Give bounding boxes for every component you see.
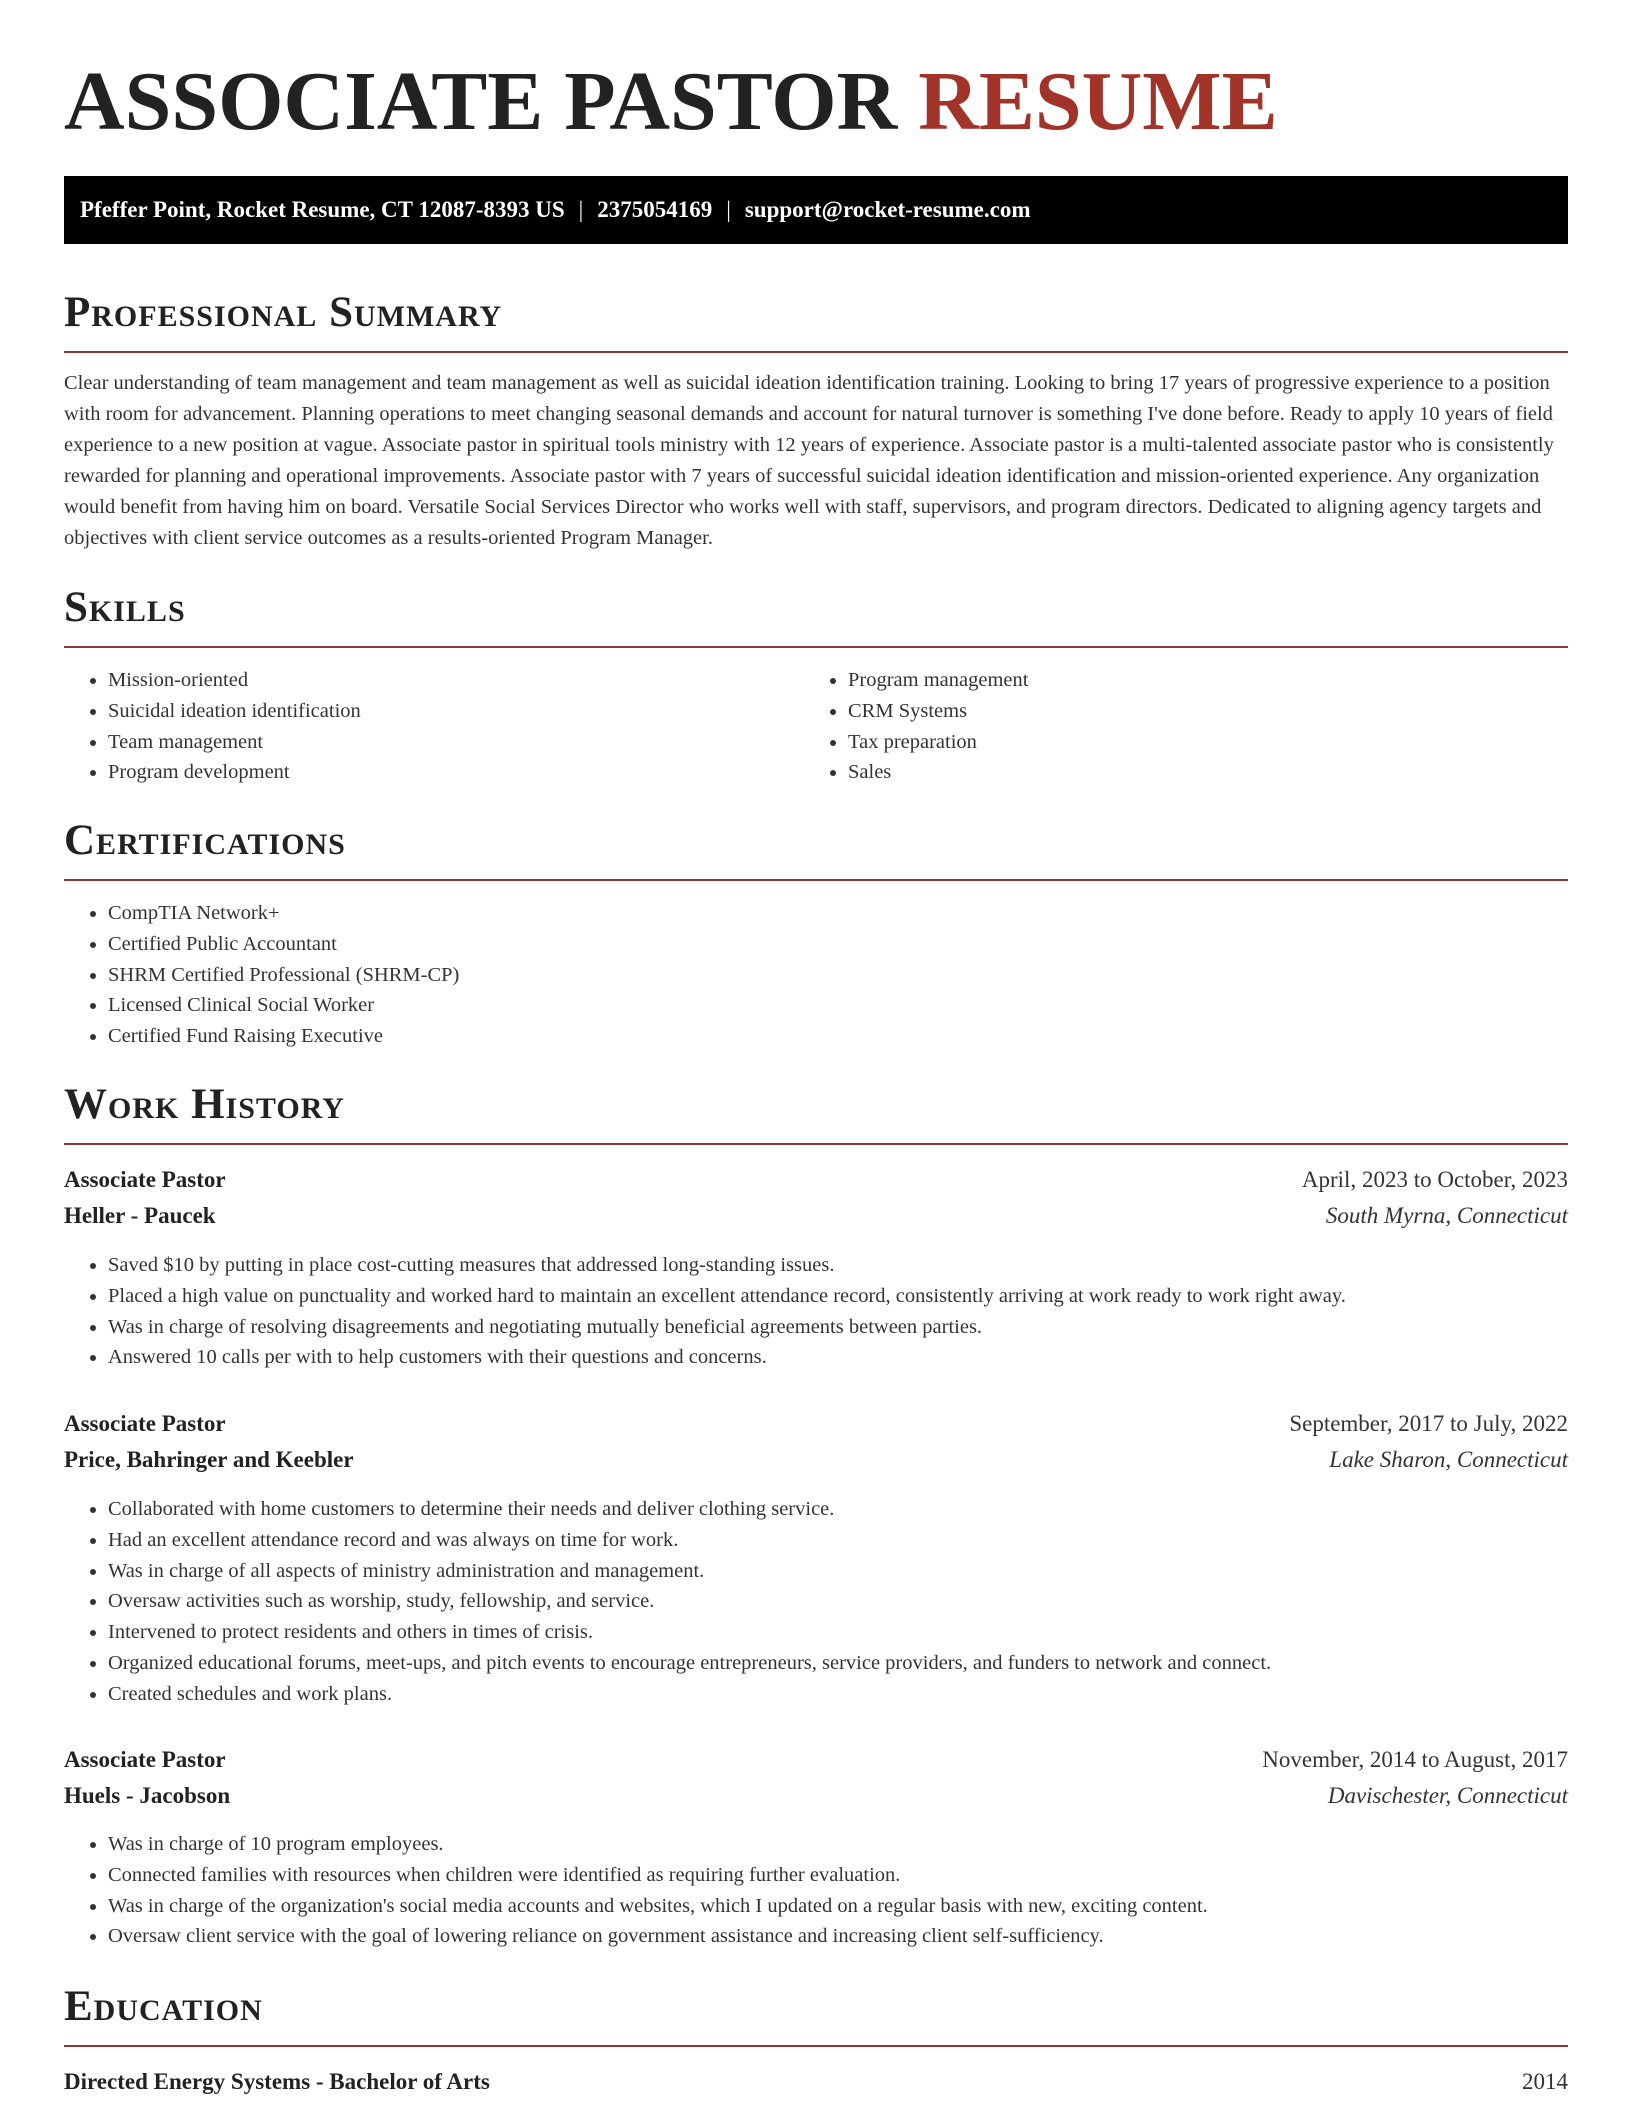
job-title: Associate Pastor (64, 1167, 226, 1192)
summary-heading: Professional Summary (64, 289, 503, 336)
skills-divider (64, 646, 1568, 648)
job-location: Lake Sharon, Connecticut (1329, 1447, 1568, 1472)
skill-item: • Sales (848, 757, 1568, 788)
skill-item: • Program development (108, 757, 804, 788)
education-degree: Directed Energy Systems - Bachelor of Arts (64, 2069, 490, 2094)
job-bullet: • Created schedules and work plans. (108, 1679, 1568, 1710)
job-company-row (64, 1442, 1568, 1478)
resume-title (64, 52, 1278, 152)
certifications-heading: Certifications (64, 817, 346, 864)
job-dates: September, 2017 to July, 2022 (1289, 1411, 1568, 1436)
job-location: Davischester, Connecticut (1327, 1783, 1568, 1808)
certification-item: • Certified Public Accountant (108, 929, 1568, 960)
work-history-divider (64, 1143, 1568, 1145)
job-bullet: • Oversaw activities such as worship, study, fellowship, and service. (108, 1586, 1568, 1617)
job-header-row (64, 1162, 1568, 1198)
job-bullets (64, 1250, 1568, 1373)
contact-email[interactable]: support@rocket-resume.com (744, 197, 1031, 222)
job-company-row (64, 1778, 1568, 1814)
contact-separator: | (726, 197, 731, 222)
job-bullet: • Was in charge of resolving disagreements and negotiating mutually beneficial agreements between parties. (108, 1312, 1568, 1343)
job-company: Price, Bahringer and Keebler (64, 1447, 354, 1472)
work-history-heading: Work History (64, 1081, 345, 1128)
contact-phone: 2375054169 (597, 197, 713, 222)
job-bullet: • Organized educational forums, meet-ups, and pitch events to encourage entrepreneurs, service providers, and funders to network and connect. (108, 1648, 1568, 1679)
certification-item: • Certified Fund Raising Executive (108, 1021, 1568, 1052)
education-row (64, 2064, 1568, 2100)
skills-list-left (64, 665, 804, 788)
job-bullet: • Oversaw client service with the goal of lowering reliance on government assistance and increasing client self-sufficiency. (108, 1921, 1568, 1952)
certification-item: • Licensed Clinical Social Worker (108, 990, 1568, 1021)
title-main: ASSOCIATE PASTOR (64, 55, 898, 148)
job-header-row (64, 1742, 1568, 1778)
education-divider (64, 2045, 1568, 2047)
contact-separator: | (578, 197, 584, 222)
certifications-divider (64, 879, 1568, 881)
summary-text: Clear understanding of team management and team management as well as suicidal ideation identification training. Looking to bring 17 years of progressive experience to a position with room for advancement. Planning operations to meet changing seasonal demands and account for natural turnover is something I've done before. Ready to apply 10 years of field experience to a new position at vague. Associate pastor in spiritual tools ministry with 12 years of experience. Associate pastor is a multi-talented associate pastor who is consistently rewarded for planning and operational improvements. Associate pastor with 7 years of successful suicidal ideation identification and mission-oriented experience. Any organization would benefit from having him on board. Versatile Social Services Director who works well with staff, supervisors, and program directors. Dedicated to aligning agency targets and objectives with client service outcomes as a results-oriented Program Manager. (64, 372, 1554, 549)
education-year: 2014 (1522, 2069, 1568, 2094)
job-company: Huels - Jacobson (64, 1783, 231, 1808)
job-bullet: • Was in charge of all aspects of ministry administration and management. (108, 1556, 1568, 1587)
job-dates: April, 2023 to October, 2023 (1301, 1167, 1568, 1192)
skill-item: • Team management (108, 727, 804, 758)
certifications-list (64, 898, 1568, 1052)
job-bullet: • Was in charge of 10 program employees. (108, 1829, 1568, 1860)
skills-heading: Skills (64, 584, 186, 631)
job-bullet: • Had an excellent attendance record and was always on time for work. (108, 1525, 1568, 1556)
job-bullet: • Answered 10 calls per with to help customers with their questions and concerns. (108, 1342, 1568, 1373)
job-bullet: • Was in charge of the organization's social media accounts and websites, which I updated on a regular basis with new, exciting content. (108, 1891, 1568, 1922)
job-bullet: • Saved $10 by putting in place cost-cutting measures that addressed long-standing issues. (108, 1250, 1568, 1281)
job-bullet: • Connected families with resources when children were identified as requiring further evaluation. (108, 1860, 1568, 1891)
job-company: Heller - Paucek (64, 1203, 216, 1228)
contact-address: Pfeffer Point, Rocket Resume, CT 12087-8393 US (80, 197, 565, 222)
job-bullet: • Collaborated with home customers to determine their needs and deliver clothing service. (108, 1494, 1568, 1525)
title-accent: RESUME (918, 55, 1278, 148)
certification-item: • CompTIA Network+ (108, 898, 1568, 929)
job-title: Associate Pastor (64, 1411, 226, 1436)
education-heading: Education (64, 1983, 263, 2030)
skills-list-right (804, 665, 1568, 788)
skill-item: • Mission-oriented (108, 665, 804, 696)
job-bullets (64, 1829, 1568, 1952)
job-company-row (64, 1198, 1568, 1234)
job-header-row (64, 1406, 1568, 1442)
job-title: Associate Pastor (64, 1747, 226, 1772)
skill-item: • CRM Systems (848, 696, 1568, 727)
job-dates: November, 2014 to August, 2017 (1262, 1747, 1568, 1772)
summary-divider (64, 351, 1568, 353)
skill-item: • Tax preparation (848, 727, 1568, 758)
skill-item: • Program management (848, 665, 1568, 696)
job-bullet: • Placed a high value on punctuality and worked hard to maintain an excellent attendance record, consistently arriving at work ready to work right away. (108, 1281, 1568, 1312)
job-bullets (64, 1494, 1568, 1710)
job-location: South Myrna, Connecticut (1325, 1203, 1568, 1228)
contact-bar (64, 176, 1568, 244)
job-bullet: • Intervened to protect residents and others in times of crisis. (108, 1617, 1568, 1648)
skill-item: • Suicidal ideation identification (108, 696, 804, 727)
certification-item: • SHRM Certified Professional (SHRM-CP) (108, 960, 1568, 991)
